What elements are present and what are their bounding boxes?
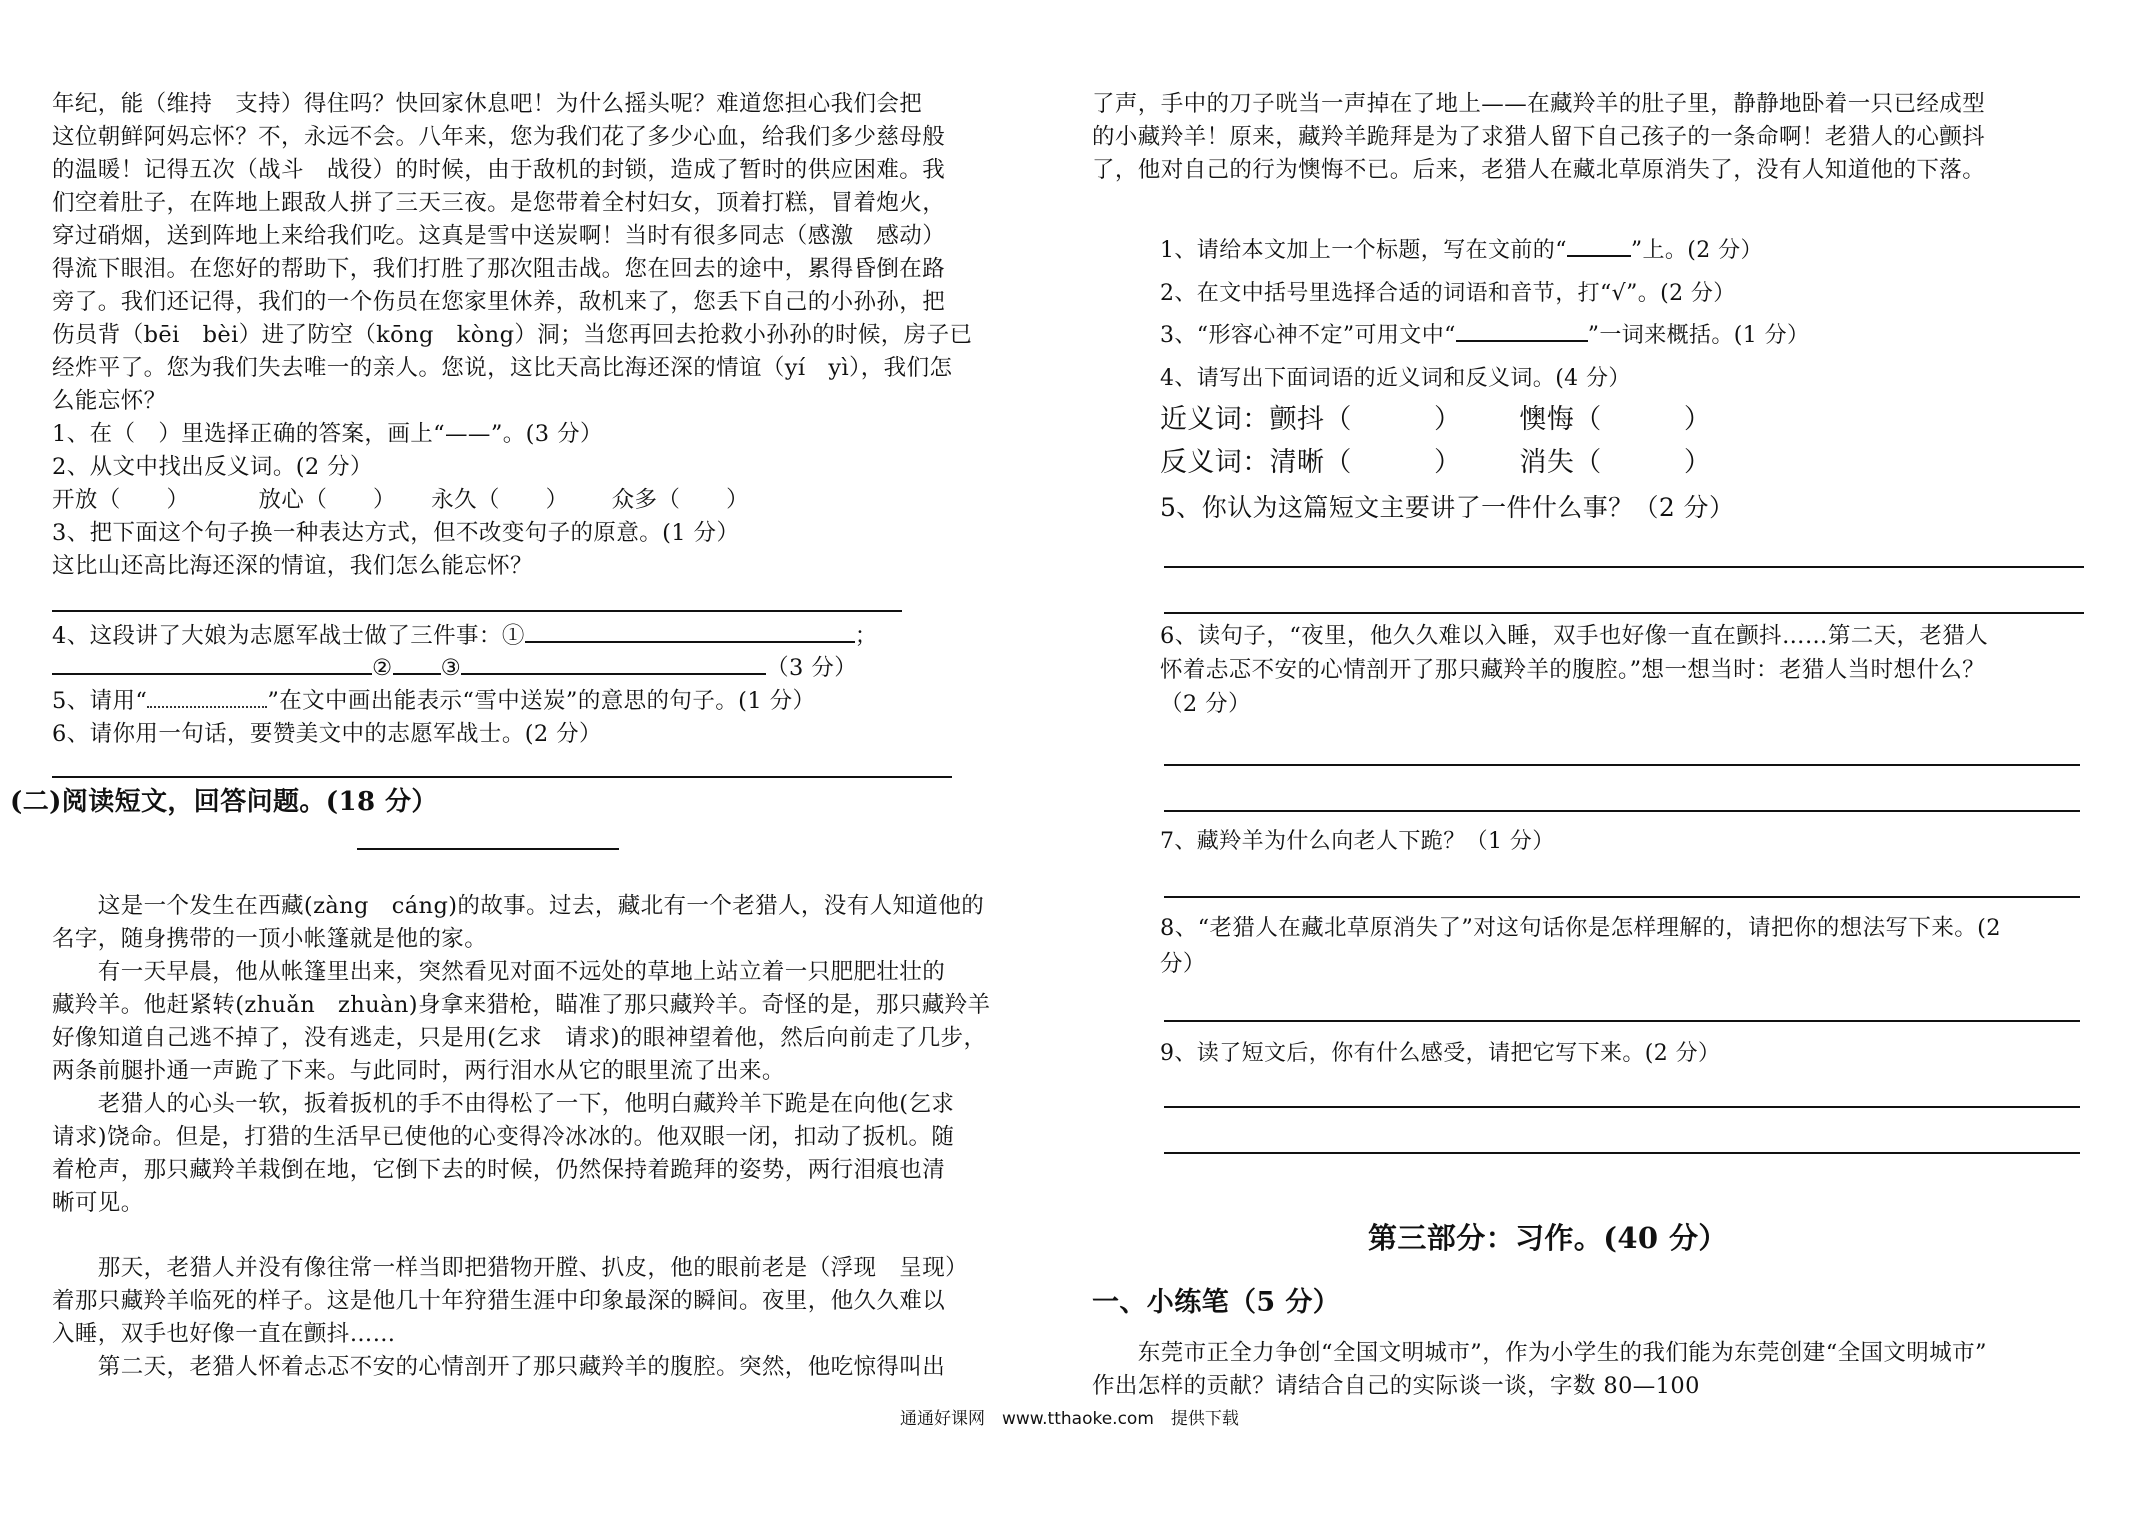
story-line: 那天，老猎人并没有像往常一样当即把猎物开膛、扒皮，他的眼前老是（浮现 呈现） xyxy=(52,1255,969,1281)
passage-line: 们空着肚子，在阵地上跟敌人拼了三天三夜。是您带着全村妇女，顶着打糕，冒着炮火， xyxy=(52,190,946,216)
question-5: 5、你认为这篇短文主要讲了一件什么事？（2 分） xyxy=(1160,493,1735,522)
answer-line[interactable] xyxy=(52,776,952,778)
passage-line: 年纪，能（维持 支持）得住吗？快回家休息吧！为什么摇头呢？难道您担心我们会把 xyxy=(52,91,923,117)
section-2-title: (二)阅读短文，回答问题。(18 分） xyxy=(10,787,438,817)
answer-line[interactable] xyxy=(1164,896,2080,898)
story-line: 这是一个发生在西藏(zàng cáng)的故事。过去，藏北有一个老猎人，没有人知道他的 xyxy=(52,893,985,919)
passage-line: 旁了。我们还记得，我们的一个伤员在您家里休养，敌机来了，您丢下自己的小孙孙，把 xyxy=(52,289,946,315)
score: （3 分） xyxy=(766,655,858,681)
question-6: （2 分） xyxy=(1160,691,1251,717)
question-8: 分） xyxy=(1160,951,1206,977)
synonym-label: 近义词： xyxy=(1160,404,1270,435)
antonym-word[interactable]: 永久（ ） xyxy=(431,487,569,513)
answer-line[interactable] xyxy=(1164,810,2080,812)
antonym-row xyxy=(1160,443,1711,483)
answer-blank[interactable] xyxy=(1456,340,1588,342)
footer-source: 通通好课网 www.tthaoke.com 提供下载 xyxy=(900,1409,1239,1429)
passage-line: 么能忘怀？ xyxy=(52,388,167,414)
story-line: 两条前腿扑通一声跪了下来。与此同时，两行泪水从它的眼里流了出来。 xyxy=(52,1058,785,1084)
story-line: 晰可见。 xyxy=(52,1190,144,1216)
passage-line: 得流下眼泪。在您好的帮助下，我们打胜了那次阻击战。您在回去的途中，累得昏倒在路 xyxy=(52,256,946,282)
question-1-text: ”上。(2 分） xyxy=(1630,238,1763,263)
answer-blank[interactable] xyxy=(52,673,372,675)
story-line: 好像知道自己逃不掉了，没有逃走，只是用(乞求 请求)的眼神望着他，然后向前走了几步， xyxy=(52,1025,987,1051)
writing-prompt-line: 作出怎样的贡献？请结合自己的实际谈一谈，字数 80—100 xyxy=(1092,1373,1700,1399)
passage-line: 的温暖！记得五次（战斗 战役）的时候，由于敌机的封锁，造成了暂时的供应困难。我 xyxy=(52,157,946,183)
antonym-word[interactable]: 消失（ ） xyxy=(1519,447,1712,478)
antonym-word[interactable]: 清晰（ ） xyxy=(1269,447,1462,478)
answer-blank[interactable] xyxy=(525,641,855,643)
story-line: 请求)饶命。但是，打猎的生活早已使他的心变得冷冰冰的。他双眼一闭，扣动了扳机。随 xyxy=(52,1124,955,1150)
question-4: 4、请写出下面词语的近义词和反义词。(4 分） xyxy=(1160,366,1631,391)
synonym-word[interactable]: 懊悔（ ） xyxy=(1519,404,1712,435)
question-6: 6、请你用一句话，要赞美文中的志愿军战士。(2 分） xyxy=(52,721,602,747)
question-6: 6、读句子，“夜里，他久久难以入睡，双手也好像一直在颤抖……第二天，老猎人 xyxy=(1160,623,1989,649)
story-line: 的小藏羚羊！原来，藏羚羊跪拜是为了求猎人留下自己孩子的一条命啊！老猎人的心颤抖 xyxy=(1092,124,1986,150)
answer-blank[interactable] xyxy=(461,673,766,675)
synonym-row xyxy=(1160,400,1711,440)
question-3-text: 3、“形容心神不定”可用文中“ xyxy=(1160,323,1456,348)
question-2: 2、在文中括号里选择合适的词语和音节，打“√”。(2 分） xyxy=(1160,281,1736,306)
story-line: 了声，手中的刀子咣当一声掉在了地上——在藏羚羊的肚子里，静静地卧着一只已经成型 xyxy=(1092,91,1986,117)
question-5-text: 5、请用“ xyxy=(52,688,148,714)
answer-blank[interactable] xyxy=(1567,255,1631,257)
answer-line[interactable] xyxy=(52,610,902,612)
answer-blank[interactable] xyxy=(393,673,441,675)
question-2: 2、从文中找出反义词。(2 分） xyxy=(52,454,373,480)
question-4-line2 xyxy=(52,652,857,685)
story-line: 了，他对自己的行为懊悔不已。后来，老猎人在藏北草原消失了，没有人知道他的下落。 xyxy=(1092,157,1986,183)
blank-marker: ② xyxy=(372,655,393,681)
answer-line[interactable] xyxy=(1164,612,2084,614)
writing-prompt-line: 东莞市正全力争创“全国文明城市”，作为小学生的我们能为东莞创建“全国文明城市” xyxy=(1092,1340,1987,1366)
question-1-text: 1、请给本文加上一个标题，写在文前的“ xyxy=(1160,238,1567,263)
question-7: 7、藏羚羊为什么向老人下跪？（1 分） xyxy=(1160,829,1555,854)
answer-line[interactable] xyxy=(1164,764,2080,766)
antonym-word[interactable]: 开放（ ） xyxy=(52,487,190,513)
antonym-word[interactable]: 放心（ ） xyxy=(258,487,396,513)
story-line: 入睡，双手也好像一直在颤抖…… xyxy=(52,1321,396,1347)
blank-marker: ③ xyxy=(440,655,462,681)
antonym-label: 反义词： xyxy=(1160,447,1270,478)
story-line: 第二天，老猎人怀着忐忑不安的心情剖开了那只藏羚羊的腹腔。突然，他吃惊得叫出 xyxy=(52,1354,946,1380)
story-line: 着枪声，那只藏羚羊栽倒在地，它倒下去的时候，仍然保持着跪拜的姿势，两行泪痕也清 xyxy=(52,1157,946,1183)
question-5 xyxy=(52,685,815,718)
question-3 xyxy=(1160,319,1809,352)
passage-line: 经炸平了。您为我们失去唯一的亲人。您说，这比天高比海还深的情谊（yí yì），我们怎 xyxy=(52,355,953,381)
story-line: 名字，随身携带的一顶小帐篷就是他的家。 xyxy=(52,926,488,952)
antonym-word[interactable]: 众多（ ） xyxy=(611,487,749,513)
story-line: 老猎人的心头一软，扳着扳机的手不由得松了一下，他明白藏羚羊下跪是在向他(乞求 xyxy=(52,1091,955,1117)
wavy-line-mark xyxy=(147,696,267,708)
question-5-text: ”在文中画出能表示“雪中送炭”的意思的句子。(1 分） xyxy=(267,688,816,714)
title-blank-line[interactable] xyxy=(357,848,619,850)
answer-line[interactable] xyxy=(1164,566,2084,568)
question-8: 8、“老猎人在藏北草原消失了”对这句话你是怎样理解的，请把你的想法写下来。(2 xyxy=(1160,915,2002,941)
synonym-word[interactable]: 颤抖（ ） xyxy=(1269,404,1462,435)
antonym-row xyxy=(52,484,749,517)
question-3: 3、把下面这个句子换一种表达方式，但不改变句子的原意。(1 分） xyxy=(52,520,740,546)
part-3-title: 第三部分：习作。(40 分） xyxy=(1368,1221,1728,1255)
answer-line[interactable] xyxy=(1164,1106,2080,1108)
sub-section-title: 一、小练笔（5 分） xyxy=(1092,1287,1341,1318)
question-3-text: ”一词来概括。(1 分） xyxy=(1587,323,1810,348)
story-line: 藏羚羊。他赶紧转(zhuǎn zhuàn)身拿来猎枪，瞄准了那只藏羚羊。奇怪的是，那只藏羚羊 xyxy=(52,992,991,1018)
passage-line: 伤员背（bēi bèi）进了防空（kōng kòng）洞；当您再回去抢救小孙孙的时候，房子已 xyxy=(52,322,973,348)
passage-line: 穿过硝烟，送到阵地上来给我们吃。这真是雪中送炭啊！当时有很多同志（感激 感动） xyxy=(52,223,946,249)
question-4-text: 4、这段讲了大娘为志愿军战士做了三件事：① xyxy=(52,623,525,649)
story-line: 有一天早晨，他从帐篷里出来，突然看见对面不远处的草地上站立着一只肥肥壮壮的 xyxy=(52,959,946,985)
question-1: 1、在（ ）里选择正确的答案，画上“——”。(3 分） xyxy=(52,421,603,447)
question-6: 怀着忐忑不安的心情剖开了那只藏羚羊的腹腔。”想一想当时：老猎人当时想什么？ xyxy=(1160,657,1986,683)
answer-line[interactable] xyxy=(1164,1020,2080,1022)
question-1 xyxy=(1160,234,1763,267)
question-3-sentence: 这比山还高比海还深的情谊，我们怎么能忘怀？ xyxy=(52,553,533,579)
passage-line: 这位朝鲜阿妈忘怀？不，永远不会。八年来，您为我们花了多少心血，给我们多少慈母般 xyxy=(52,124,946,150)
question-9: 9、读了短文后，你有什么感受，请把它写下来。(2 分） xyxy=(1160,1041,1721,1066)
question-4-line1: 4、这段讲了大娘为志愿军战士做了三件事：① ； xyxy=(52,623,878,649)
answer-line[interactable] xyxy=(1164,1152,2080,1154)
story-line: 着那只藏羚羊临死的样子。这是他几十年狩猎生涯中印象最深的瞬间。夜里，他久久难以 xyxy=(52,1288,946,1314)
